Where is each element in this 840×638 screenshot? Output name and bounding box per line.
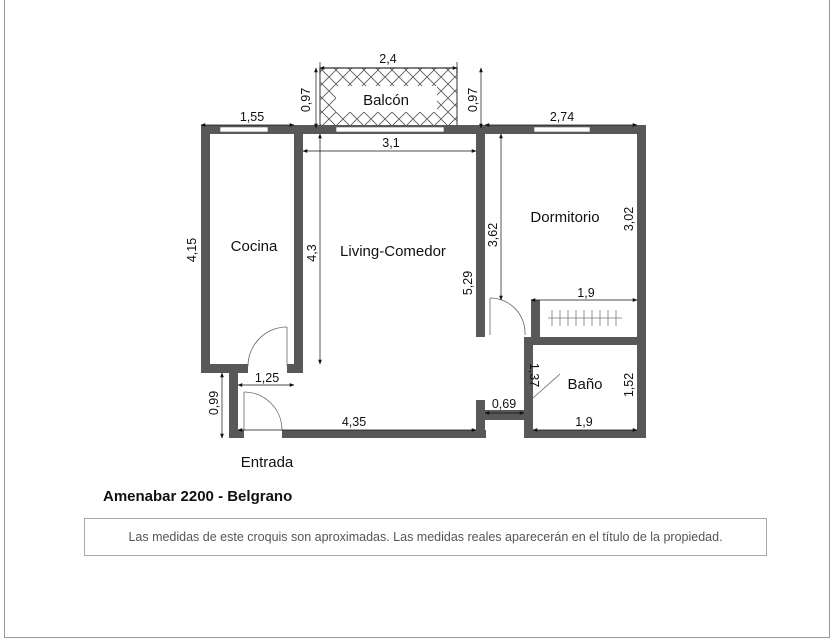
room-label-dormitorio: Dormitorio (530, 209, 600, 226)
placard-rail (548, 310, 622, 326)
dim-bano-width: 1,9 (575, 415, 593, 429)
room-label-living: Living-Comedor (340, 243, 446, 260)
dim-balcon-depth-right: 0,97 (466, 87, 480, 113)
disclaimer-text: Las medidas de este croquis son aproximadas. Las medidas reales aparecerán en el título de la propiedad. (128, 530, 723, 544)
room-label-balcon: Balcón (363, 92, 409, 109)
dim-dormitorio-height-inner: 3,62 (486, 222, 500, 248)
dim-hall-width: 0,69 (491, 397, 517, 411)
dormitorio-door (490, 298, 525, 335)
dim-placard-width: 1,9 (577, 286, 595, 300)
room-label-bano: Baño (567, 376, 603, 393)
dim-dormitorio-top: 2,74 (549, 110, 575, 124)
dim-bano-door: 1,37 (527, 362, 541, 388)
room-label-cocina: Cocina (230, 238, 278, 255)
dim-living-width: 3,1 (382, 136, 400, 150)
dim-living-height-right: 5,29 (461, 270, 475, 296)
dim-living-height-left: 4,3 (305, 244, 319, 262)
dim-cocina-bottom: 1,25 (254, 371, 280, 385)
property-address: Amenabar 2200 - Belgrano (103, 488, 293, 505)
dim-balcon-width: 2,4 (379, 52, 397, 66)
dim-cocina-height: 4,15 (185, 237, 199, 263)
entrance-door (244, 392, 282, 430)
cocina-door (248, 327, 287, 366)
dim-balcon-depth-left: 0,97 (299, 87, 313, 113)
dim-cocina-top: 1,55 (239, 110, 265, 124)
dim-dormitorio-height: 3,02 (622, 206, 636, 232)
disclaimer-box (84, 518, 767, 556)
entrance-label: Entrada (240, 454, 294, 471)
dim-entrada-depth: 0,99 (207, 390, 221, 416)
dim-living-bottom: 4,35 (341, 415, 367, 429)
dim-bano-height: 1,52 (622, 372, 636, 398)
